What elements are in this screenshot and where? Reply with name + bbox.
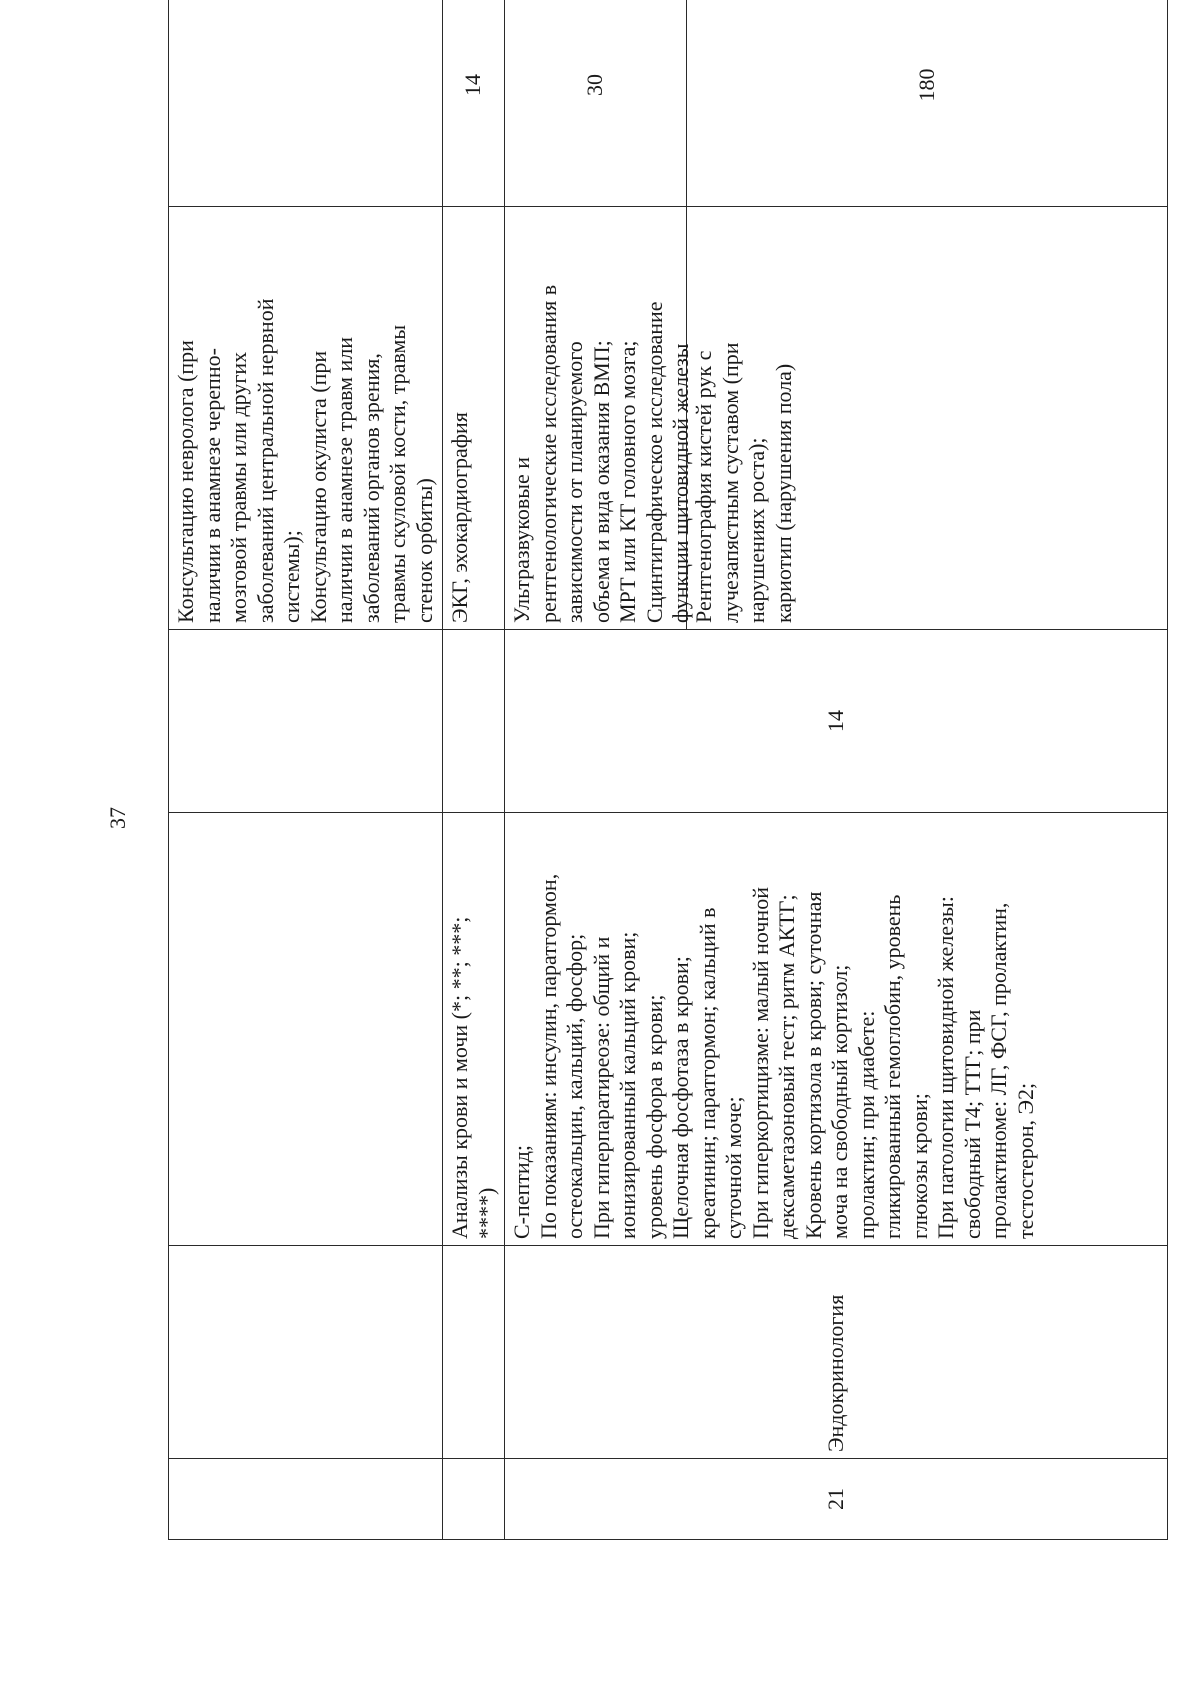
instrumental-days-block-2: 180 xyxy=(913,68,939,102)
text-line: ионизированный кальций крови; xyxy=(615,931,640,1239)
text-line: С-пептид; xyxy=(509,1144,534,1239)
text-line: функции щитовидной железы xyxy=(668,343,693,623)
lab-days-cell: 14 xyxy=(505,630,1168,813)
instrumental-cell xyxy=(169,207,443,630)
text-line: наличии в анамнезе травм или xyxy=(332,336,357,623)
specialty-cell xyxy=(169,1246,443,1459)
text-line: тестостерон, Э2; xyxy=(1012,1082,1038,1239)
text-line: кариотип (нарушения пола) xyxy=(770,363,796,623)
lab-tests-cell xyxy=(505,813,1168,1246)
text-line: травмы скуловой кости, травмы xyxy=(385,324,410,623)
text-line: Рентгенография кистей рук с xyxy=(691,350,716,623)
text-line: Консультацию окулиста (при xyxy=(305,350,331,623)
table-row xyxy=(169,0,443,1540)
instrumental-days-block-1: 30 xyxy=(505,0,687,206)
instrumental-days-cell xyxy=(169,0,443,207)
text-line: ЭКГ, эхокардиография xyxy=(447,412,472,623)
row-number-cell xyxy=(443,1459,505,1540)
text-line: суточной моче; xyxy=(721,1096,746,1239)
text-line: Кровень кортизола в крови; суточная xyxy=(800,891,826,1239)
text-line: При патологии щитовидной железы: xyxy=(933,896,958,1239)
text-line: Щелочная фосфотаза в крови; xyxy=(668,956,693,1239)
text-line: остеокальцин, кальций, фосфор; xyxy=(562,933,587,1239)
specialty-cell xyxy=(443,1246,505,1459)
page-number: 37 xyxy=(105,807,130,829)
instrumental-cell xyxy=(443,207,505,630)
text-line: дексаметазоновый тест; ритм АКТГ; xyxy=(774,894,799,1239)
text-line: стенок орбиты) xyxy=(411,478,437,623)
text-line: гликированный гемоглобин, уровень xyxy=(880,894,905,1239)
text-line: моча на свободный кортизол; xyxy=(827,964,852,1239)
text-line: При гиперкортицизме: малый ночной xyxy=(747,887,773,1239)
instrumental-days-cell xyxy=(505,0,1168,207)
rotated-table-sheet xyxy=(168,40,1078,1540)
lab-days-cell xyxy=(169,630,443,813)
text-line: Консультацию невролога (при xyxy=(173,340,198,623)
instrumental-cell xyxy=(505,207,1168,630)
table-wrapper xyxy=(168,40,1078,1540)
text-line: ****) xyxy=(473,1187,499,1239)
row-number-cell xyxy=(169,1459,443,1540)
text-line: уровень фосфора в крови; xyxy=(641,994,667,1239)
text-line: По показаниям: инсулин, паратгормон, xyxy=(535,873,561,1239)
text-line: При гиперпаратиреозе: общий и xyxy=(588,936,614,1239)
text-line: заболеваний центральной нервной xyxy=(252,298,278,623)
text-line: МРТ или КТ головного мозга; xyxy=(615,340,640,623)
text-line: рентгенологические исследования в xyxy=(535,284,561,623)
row-number-cell: 21 xyxy=(505,1459,1168,1540)
table-row xyxy=(443,0,505,1540)
lab-days-cell xyxy=(443,630,505,813)
text-line: нарушениях роста); xyxy=(744,437,769,623)
text-line: лучезапястным суставом (при xyxy=(717,342,743,623)
text-line: мозговой травмы или других xyxy=(226,351,251,623)
text-line: Ультразвуковые и xyxy=(509,456,534,623)
text-line: заболеваний органов зрения, xyxy=(358,353,384,623)
text-line: пролактиноме: ЛГ, ФСГ, пролактин, xyxy=(986,902,1011,1239)
specialty-cell: Эндокринология xyxy=(505,1246,1168,1459)
table-row xyxy=(505,0,1168,1540)
text-line: наличии в анамнезе черепно- xyxy=(199,348,225,623)
instrumental-block-1 xyxy=(505,207,693,629)
text-line: системы); xyxy=(279,530,304,623)
instrumental-days-cell: 14 xyxy=(443,0,505,207)
text-line: Сцинтиграфическое исследование xyxy=(641,301,667,623)
text-line: глюкозы крови; xyxy=(906,1093,932,1239)
text-line: зависимости от планируемого xyxy=(562,341,587,623)
text-line: пролактин; при диабете: xyxy=(853,1010,879,1239)
lab-tests-cell xyxy=(169,813,443,1246)
lab-tests-cell xyxy=(443,813,505,1246)
text-line: Анализы крови и мочи (*; **; ***; xyxy=(447,916,472,1239)
text-line: объема и вида оказания ВМП; xyxy=(588,340,614,623)
instrumental-block-2 xyxy=(687,207,801,629)
text-line: свободный Т4; ТТГ; при xyxy=(959,1009,985,1239)
requirements-table xyxy=(168,0,1168,1540)
text-line: креатинин; паратгормон; кальций в xyxy=(694,907,720,1239)
